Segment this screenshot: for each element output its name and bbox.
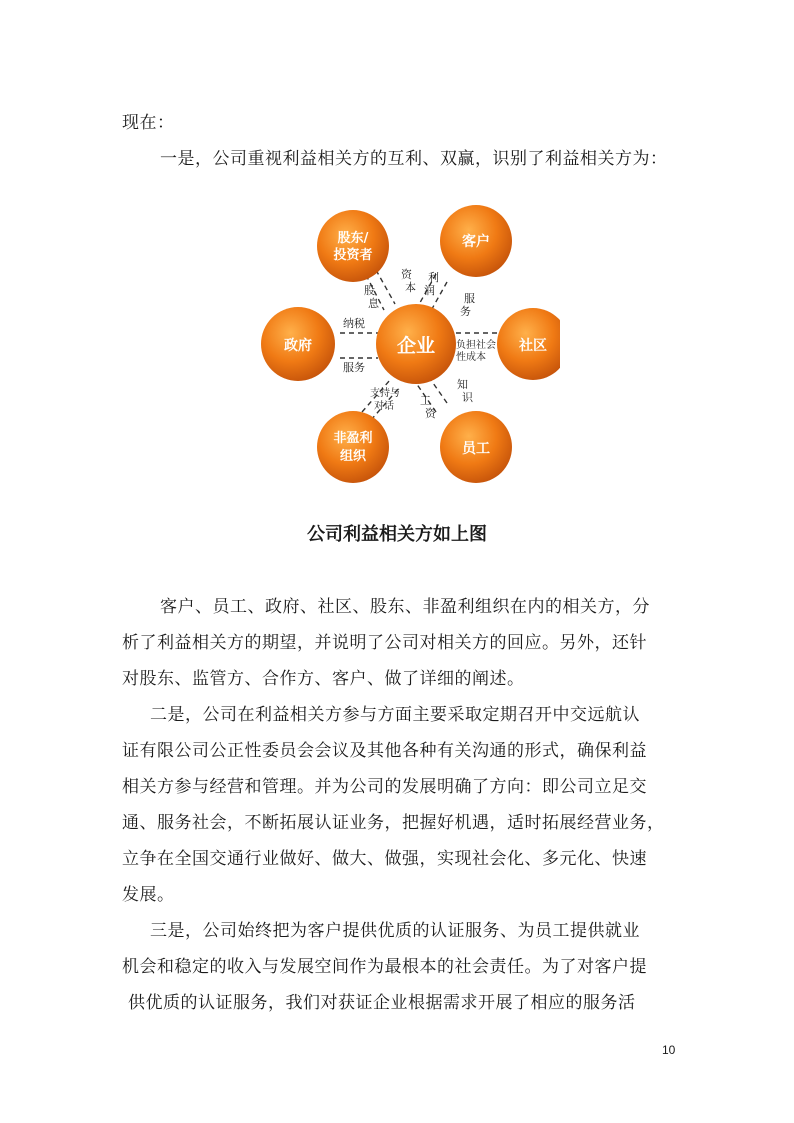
stakeholder-diagram [250,198,560,498]
svg-text:性成本: 性成本 [456,352,486,363]
edge-label-wage: 工 [420,394,431,407]
edge-label-tax: 纳税 [343,317,365,330]
svg-text:非盈利: 非盈利 [333,431,373,446]
paragraph-line: 机会和稳定的收入与发展空间作为最根本的社会责任。为了对客户提 [122,957,647,977]
edge-label-dividend: 股 [364,284,375,297]
paragraph-first-point: 一是，公司重视利益相关方的互利、双赢，识别了利益相关方为： [160,149,668,169]
node-enterprise-center [376,304,456,384]
edge-label-profit: 利 [428,271,439,284]
paragraph-line: 客户、员工、政府、社区、股东、非盈利组织在内的相关方，分 [160,597,650,617]
node-community [497,308,560,380]
paragraph-line: 三是，公司始终把为客户提供优质的认证服务、为员工提供就业 [150,921,640,941]
edge-label-support: 支持与 [370,388,400,399]
svg-text:资: 资 [425,407,436,420]
svg-text:政府: 政府 [284,338,312,354]
paragraph-line: 立争在全国交通行业做好、做大、做强，实现社会化、多元化、快速 [122,849,647,869]
node-employee [440,411,512,483]
svg-text:投资者: 投资者 [333,248,373,263]
paragraph-intro: 现在： [122,113,175,133]
edge-label-knowledge: 知 [457,378,468,391]
node-government [261,307,335,381]
svg-text:对话: 对话 [374,401,394,412]
node-nonprofit [317,411,389,483]
edge-label-service-customer: 服 [464,292,475,305]
node-customer [440,205,512,277]
svg-text:股东/: 股东/ [337,231,369,246]
svg-text:务: 务 [460,305,471,318]
paragraph-line: 二是，公司在利益相关方参与方面主要采取定期召开中交远航认 [150,705,640,725]
edge-label-capital: 资 [401,268,412,281]
edge-label-social-cost: 负担社会 [456,340,496,351]
svg-text:组织: 组织 [339,449,367,464]
svg-text:本: 本 [405,281,416,294]
paragraph-line: 供优质的认证服务，我们对获证企业根据需求开展了相应的服务活 [128,993,636,1013]
paragraph-line: 通、服务社会，不断拓展认证业务，把握好机遇，适时拓展经营业务， [122,813,665,833]
svg-text:识: 识 [462,391,473,404]
svg-text:社区: 社区 [519,338,547,354]
svg-text:客户: 客户 [462,234,490,250]
svg-text:企业: 企业 [396,335,436,357]
svg-text:息: 息 [368,297,379,310]
node-shareholder [317,210,389,282]
edge-label-service-gov: 服务 [343,361,365,374]
page-number: 10 [662,1043,676,1057]
paragraph-line: 证有限公司公正性委员会会议及其他各种有关沟通的形式，确保利益 [122,741,647,761]
paragraph-line: 对股东、监管方、合作方、客户、做了详细的阐述。 [122,669,525,689]
svg-text:润: 润 [424,284,435,297]
svg-text:员工: 员工 [462,441,490,457]
figure-caption: 公司利益相关方如上图 [307,524,487,545]
paragraph-line: 相关方参与经营和管理。并为公司的发展明确了方向：即公司立足交 [122,777,647,797]
paragraph-line: 发展。 [122,885,175,905]
paragraph-line: 析了利益相关方的期望，并说明了公司对相关方的回应。另外，还针 [122,633,647,653]
